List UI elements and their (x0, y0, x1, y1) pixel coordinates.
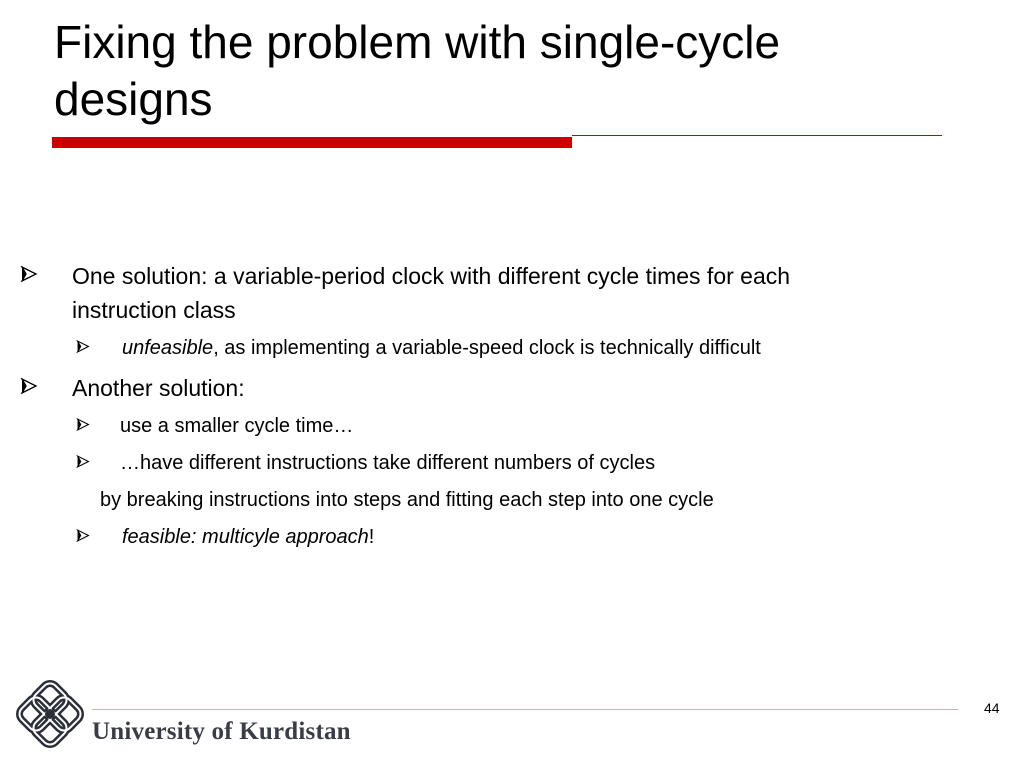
bullet-2-text: Another solution: (72, 375, 245, 401)
slide-title-line2: designs (54, 73, 213, 125)
bullet-1-line1: One solution: a variable-period clock with different cycle times for each (72, 263, 791, 289)
arrow-bullet-icon (20, 378, 38, 394)
sub-bullet-emphasis: unfeasible (122, 337, 214, 359)
slide-title (54, 14, 954, 128)
sub-bullet-text: , as implementing a variable-speed clock is technically difficult (213, 337, 761, 359)
arrow-bullet-icon (76, 340, 90, 353)
university-logo-icon (14, 680, 86, 753)
sub-bullet-different-cycles: …have different instructions take different numbers of cycles (120, 452, 656, 474)
arrow-bullet-icon (20, 266, 38, 282)
title-underline-thin (572, 135, 942, 136)
page-number: 44 (984, 700, 1000, 716)
sub-bullet-emphasis: feasible: multicyle approach (122, 526, 369, 548)
title-underline-thick (52, 137, 572, 148)
university-name: University of Kurdistan (92, 718, 351, 745)
arrow-bullet-icon (76, 529, 90, 542)
footer-divider (92, 709, 958, 710)
sub-bullet-text: ! (368, 526, 375, 548)
arrow-bullet-icon (76, 418, 90, 431)
sub-bullet-unfeasible (122, 333, 761, 363)
sub-bullet-continuation: by breaking instructions into steps and fitting each step into one cycle (100, 489, 714, 511)
bullet-1-line2: instruction class (72, 297, 236, 323)
arrow-bullet-icon (76, 455, 90, 468)
sub-bullet-smaller-cycle: use a smaller cycle time… (120, 415, 354, 437)
slide-title-line1: Fixing the problem with single-cycle (54, 16, 781, 68)
sub-bullet-feasible (122, 522, 374, 552)
